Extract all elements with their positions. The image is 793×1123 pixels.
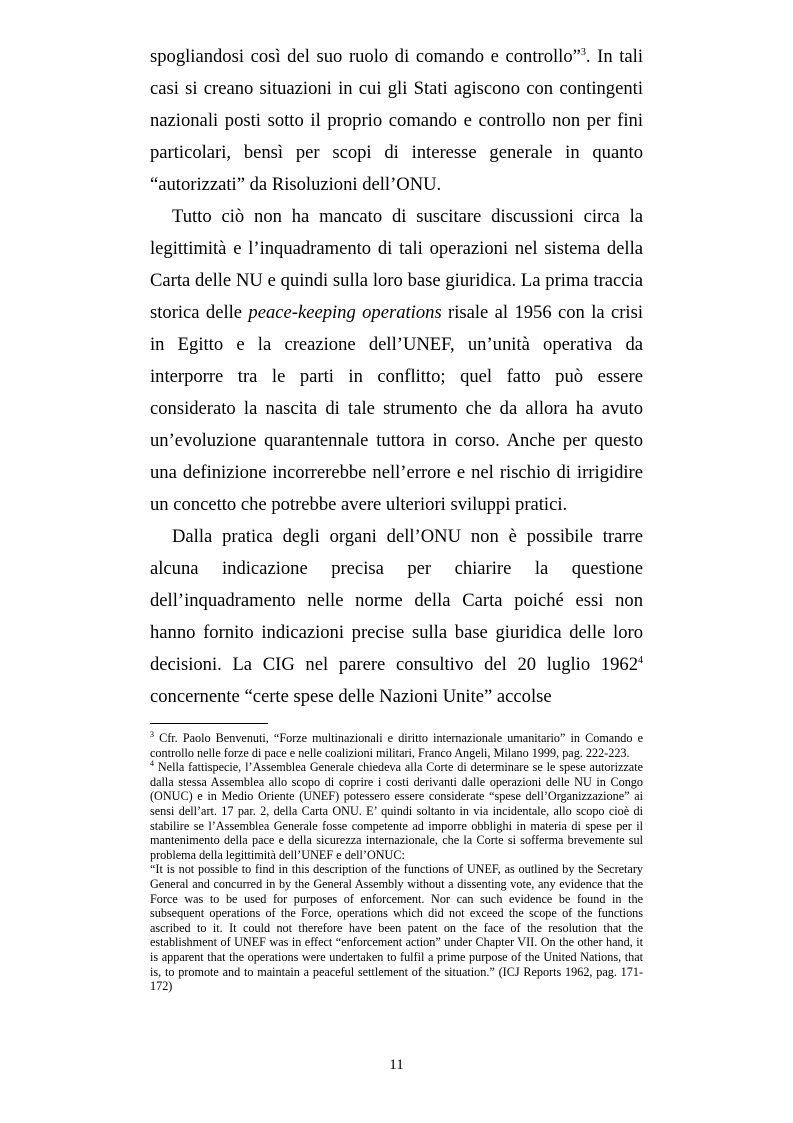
footnote-4: [150, 760, 643, 862]
paragraph-2-text-a: Tutto ciò non ha mancato di suscitare discussioni circa la legittimità e l’inquadramento di tali operazioni nel sistema della Carta delle NU e quindi sulla loro base giuridica. La prima traccia storica delle: [150, 206, 643, 323]
footnote-ref-3[interactable]: 3: [580, 46, 586, 58]
main-text: [150, 41, 643, 713]
footnotes: [150, 731, 643, 994]
footnote-3-text: Cfr. Paolo Benvenuti, “Forze multinazionali e diritto internazionale umanitario” in Comando e controllo nelle forze di pace e nelle coalizioni militari, Franco Angeli, Milano 1999, pag. 222-223.: [150, 731, 643, 760]
footnote-3: [150, 731, 643, 760]
footnote-4-quote: “It is not possible to find in this description of the functions of UNEF, as outlined by the Secretary General and concurred in by the General Assembly without a dissenting vote, any evidence that the Force was to be used for purposes of enforcement. Nor can such evidence be found in the subsequent operations of the Force, operations which did not exceed the scope of the functions ascribed to it. It could not therefore have been patent on the face of the resolution that the establishment of UNEF was in effect “enforcement action” under Chapter VII. On the other hand, it is apparent that the operations were undertaken to fulfil a prime purpose of the United Nations, that is, to promote and to maintain a peaceful settlement of the situation.” (ICJ Reports 1962, pag. 171-172): [150, 862, 643, 994]
footnote-4-number: 4: [150, 759, 154, 769]
footnote-4-text: Nella fattispecie, l’Assemblea Generale chiedeva alla Corte di determinare se le spese autorizzate dalla stessa Assemblea allo scopo di coprire i costi derivanti dalle operazioni delle NU in Congo (ONUC) e in Medio Oriente (UNEF) potessero essere considerate “spese dell’Organizzazione” ai sensi dell’art. 17 par. 2, della Carta ONU. E’ quindi soltanto in via incidentale, allo scopo cioè di stabilire se l’Assemblea Generale fosse competente ad imporre obblighi in materia di spese per il mantenimento della pace e della sicurezza internazionale, che la Corte si sofferma brevemente sul problema della legittimità dell’UNEF e dell’ONUC:: [150, 760, 643, 862]
paragraph-3-text-b: concernente “certe spese delle Nazioni Unite” accolse: [150, 686, 552, 707]
paragraph-2-text-b: risale al 1956 con la crisi in Egitto e la creazione dell’UNEF, un’unità operativa da interporre tra le parti in conflitto; quel fatto può essere considerato la nascita di tale strumento che da allora ha avuto un’evoluzione quarantennale tuttora in corso. Anche per questo una definizione incorrerebbe nell’errore e nel rischio di irrigidire un concetto che potrebbe avere ulteriori sviluppi pratici.: [150, 302, 643, 515]
paragraph-2-italic: peace-keeping operations: [248, 302, 442, 323]
paragraph-3: [150, 521, 643, 713]
paragraph-2: [150, 201, 643, 521]
footnote-3-number: 3: [150, 729, 154, 739]
footnote-ref-4[interactable]: 4: [638, 654, 643, 666]
footnote-separator: [150, 723, 268, 724]
paragraph-3-text-a: Dalla pratica degli organi dell’ONU non è possibile trarre alcuna indicazione precisa per chiarire la questione dell’inquadramento nelle norme della Carta poiché essi non hanno fornito indicazioni precise sulla base giuridica delle loro decisioni. La CIG nel parere consultivo del 20 luglio 1962: [150, 526, 643, 675]
paragraph-1-text-b: . In tali casi si creano situazioni in cui gli Stati agiscono con contingenti nazionali posti sotto il proprio comando e controllo non per fini particolari, bensì per scopi di interesse generale in quanto “autorizzati” da Risoluzioni dell’ONU.: [150, 46, 643, 195]
paragraph-1-text-a: spogliandosi così del suo ruolo di comando e controllo”: [150, 46, 581, 67]
paragraph-1: [150, 41, 643, 201]
page-number: 11: [389, 1057, 404, 1073]
